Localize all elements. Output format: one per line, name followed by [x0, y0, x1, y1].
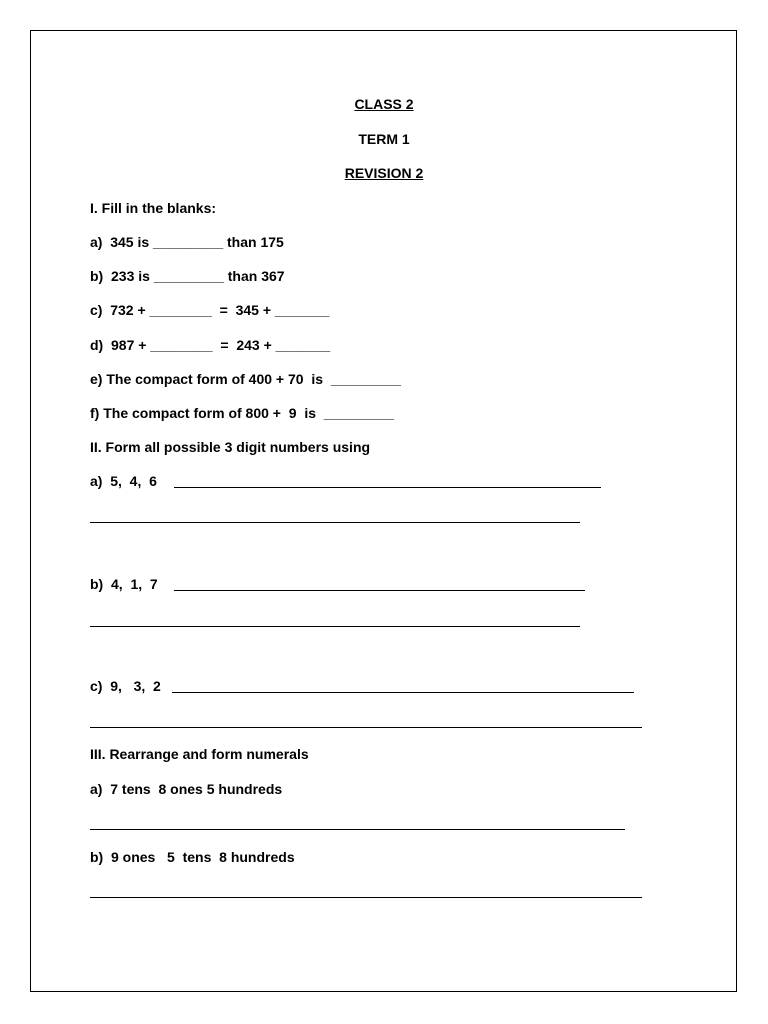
answer-line [90, 829, 625, 830]
digits-item-b: b) 4, 1, 7 [90, 576, 158, 592]
answer-line [90, 522, 580, 523]
section-1-heading: I. Fill in the blanks: [90, 200, 217, 216]
revision-title: REVISION 2 [344, 165, 424, 181]
answer-line [172, 692, 634, 693]
answer-line [90, 897, 642, 898]
fill-blank-item-a: a) 345 is _________ than 175 [90, 234, 284, 250]
answer-line [90, 727, 642, 728]
fill-blank-item-b: b) 233 is _________ than 367 [90, 268, 285, 284]
answer-line [174, 590, 585, 591]
fill-blank-item-f: f) The compact form of 800 + 9 is _________ [90, 405, 394, 421]
rearrange-item-b: b) 9 ones 5 tens 8 hundreds [90, 849, 295, 865]
rearrange-item-a: a) 7 tens 8 ones 5 hundreds [90, 781, 283, 797]
fill-blank-item-d: d) 987 + ________ = 243 + _______ [90, 337, 331, 353]
fill-blank-item-e: e) The compact form of 400 + 70 is _________ [90, 371, 401, 387]
answer-line [174, 487, 601, 488]
section-3-heading: III. Rearrange and form numerals [90, 746, 309, 762]
term-title: TERM 1 [358, 131, 410, 147]
section-2-heading: II. Form all possible 3 digit numbers using [90, 439, 371, 455]
answer-line [90, 626, 580, 627]
class-title: CLASS 2 [354, 96, 414, 112]
digits-item-a: a) 5, 4, 6 [90, 473, 157, 489]
fill-blank-item-c: c) 732 + ________ = 345 + _______ [90, 302, 330, 318]
digits-item-c: c) 9, 3, 2 [90, 678, 161, 694]
